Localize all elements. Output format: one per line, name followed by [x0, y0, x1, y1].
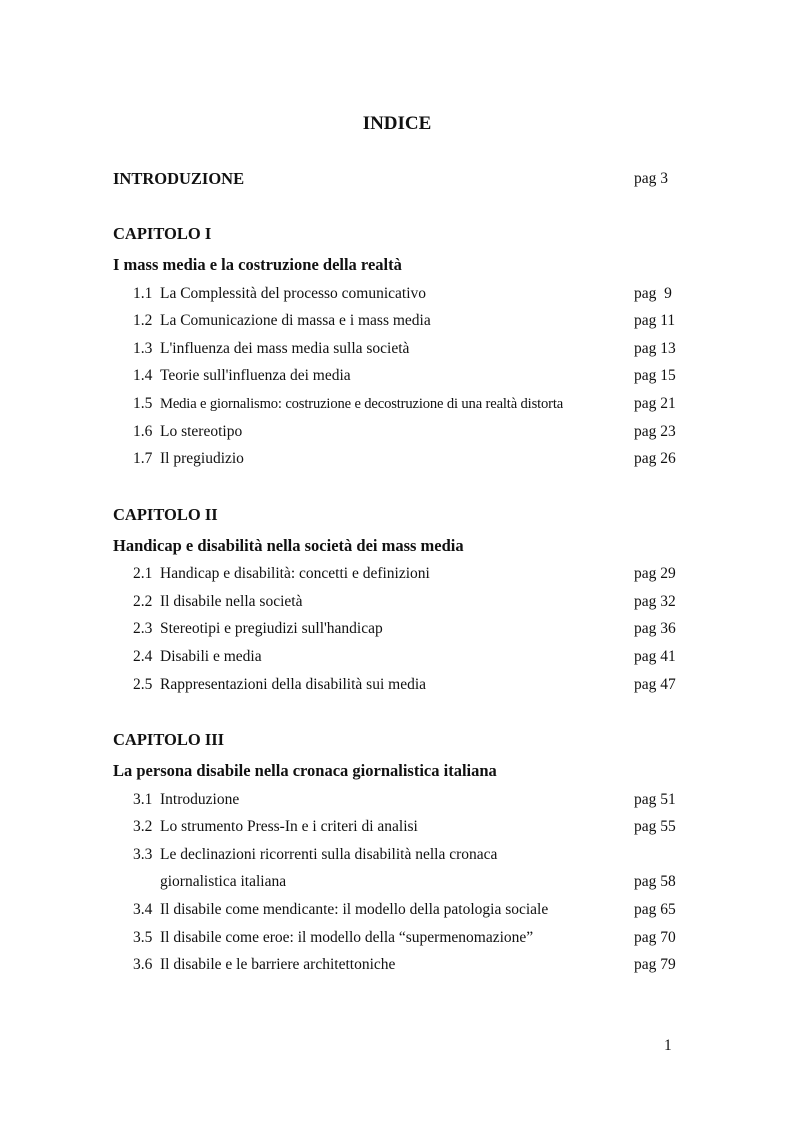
- section-page: pag 13: [634, 340, 676, 357]
- chapter-title-text: I mass media e la costruzione della realtà: [113, 255, 402, 274]
- section-number: 2.5: [133, 676, 153, 693]
- section-title: Lo strumento Press-In e i criteri di analisi: [160, 818, 418, 835]
- toc-section: [0, 844, 794, 866]
- section-page: pag 47: [634, 676, 676, 693]
- chapter-label: [0, 504, 794, 526]
- section-number: 1.7: [133, 450, 153, 467]
- chapter-title-text: Handicap e disabilità nella società dei mass media: [113, 536, 464, 555]
- chapter-label-text: CAPITOLO II: [113, 505, 218, 524]
- toc-section: [0, 646, 794, 668]
- section-number: 3.4: [133, 901, 153, 918]
- section-number: 3.5: [133, 929, 153, 946]
- chapter-label: [0, 729, 794, 751]
- section-number: 2.2: [133, 593, 153, 610]
- section-number: 1.2: [133, 312, 153, 329]
- section-page: pag 79: [634, 956, 676, 973]
- page-number: 1: [664, 1037, 672, 1054]
- section-page: pag 32: [634, 593, 676, 610]
- section-title: Teorie sull'influenza dei media: [160, 367, 351, 384]
- section-number: 2.4: [133, 648, 153, 665]
- section-page: pag 36: [634, 620, 676, 637]
- chapter-title: [0, 535, 794, 557]
- page-title: INDICE: [362, 113, 432, 134]
- toc-section: [0, 393, 794, 415]
- section-title: Lo stereotipo: [160, 423, 243, 440]
- section-title: Introduzione: [160, 791, 240, 808]
- section-title: La Comunicazione di massa e i mass media: [160, 312, 431, 329]
- section-number: 2.1: [133, 565, 153, 582]
- section-title: L'influenza dei mass media sulla società: [160, 340, 410, 357]
- toc-section: [0, 448, 794, 470]
- section-title: Il disabile nella società: [160, 593, 303, 610]
- chapter-title-text: La persona disabile nella cronaca giornalistica italiana: [113, 761, 497, 780]
- section-title: Disabili e media: [160, 648, 262, 665]
- section-title: Handicap e disabilità: concetti e definizioni: [160, 565, 430, 582]
- section-title: Il pregiudizio: [160, 450, 244, 467]
- section-number: 1.5: [133, 395, 153, 412]
- section-number: 1.1: [133, 285, 153, 302]
- section-page: pag 23: [634, 423, 676, 440]
- section-title: Le declinazioni ricorrenti sulla disabilità nella cronaca: [160, 846, 498, 863]
- section-page: pag 55: [634, 818, 676, 835]
- section-number: 1.3: [133, 340, 153, 357]
- section-page: pag 58: [634, 873, 676, 890]
- toc-label: INTRODUZIONE: [113, 169, 245, 188]
- section-page: pag 15: [634, 367, 676, 384]
- toc-section: [0, 338, 794, 360]
- section-title: La Complessità del processo comunicativo: [160, 285, 427, 302]
- toc-section: [0, 674, 794, 696]
- toc-section: [0, 618, 794, 640]
- section-page: pag 29: [634, 565, 676, 582]
- toc-page-ref: pag 3: [634, 170, 669, 187]
- toc-section: [0, 563, 794, 585]
- section-number: 1.6: [133, 423, 153, 440]
- toc-entry-introduzione: [0, 168, 794, 190]
- section-number: 3.2: [133, 818, 153, 835]
- chapter-title: [0, 254, 794, 276]
- chapter-title: [0, 760, 794, 782]
- toc-section: [0, 789, 794, 811]
- toc-section: [0, 927, 794, 949]
- toc-section: [0, 310, 794, 332]
- section-title: Stereotipi e pregiudizi sull'handicap: [160, 620, 383, 637]
- section-title: Media e giornalismo: costruzione e decostruzione di una realtà distorta: [160, 396, 564, 412]
- section-page: pag 41: [634, 648, 676, 665]
- toc-section: [0, 365, 794, 387]
- section-title: Il disabile come eroe: il modello della “supermenomazione”: [160, 929, 534, 946]
- section-page: pag 26: [634, 450, 676, 467]
- section-number: 1.4: [133, 367, 153, 384]
- section-title-continuation: giornalistica italiana: [160, 873, 287, 890]
- toc-section: [0, 421, 794, 443]
- section-page: pag 21: [634, 395, 676, 412]
- section-number: 3.6: [133, 956, 153, 973]
- section-number: 3.1: [133, 791, 153, 808]
- toc-section: [0, 591, 794, 613]
- section-page: pag 11: [634, 312, 676, 329]
- section-title: Rappresentazioni della disabilità sui media: [160, 676, 427, 693]
- chapter-label-text: CAPITOLO I: [113, 224, 212, 243]
- section-page: pag 70: [634, 929, 676, 946]
- toc-section-continuation: [0, 871, 794, 893]
- chapter-label: [0, 223, 794, 245]
- section-number: 2.3: [133, 620, 153, 637]
- section-title: Il disabile e le barriere architettoniche: [160, 956, 396, 973]
- toc-section: [0, 283, 794, 305]
- chapter-label-text: CAPITOLO III: [113, 730, 225, 749]
- toc-section: [0, 899, 794, 921]
- section-number: 3.3: [133, 846, 153, 863]
- section-page: pag 9: [634, 285, 672, 302]
- toc-section: [0, 816, 794, 838]
- section-page: pag 65: [634, 901, 676, 918]
- toc-section: [0, 954, 794, 976]
- section-title: Il disabile come mendicante: il modello della patologia sociale: [160, 901, 549, 918]
- section-page: pag 51: [634, 791, 676, 808]
